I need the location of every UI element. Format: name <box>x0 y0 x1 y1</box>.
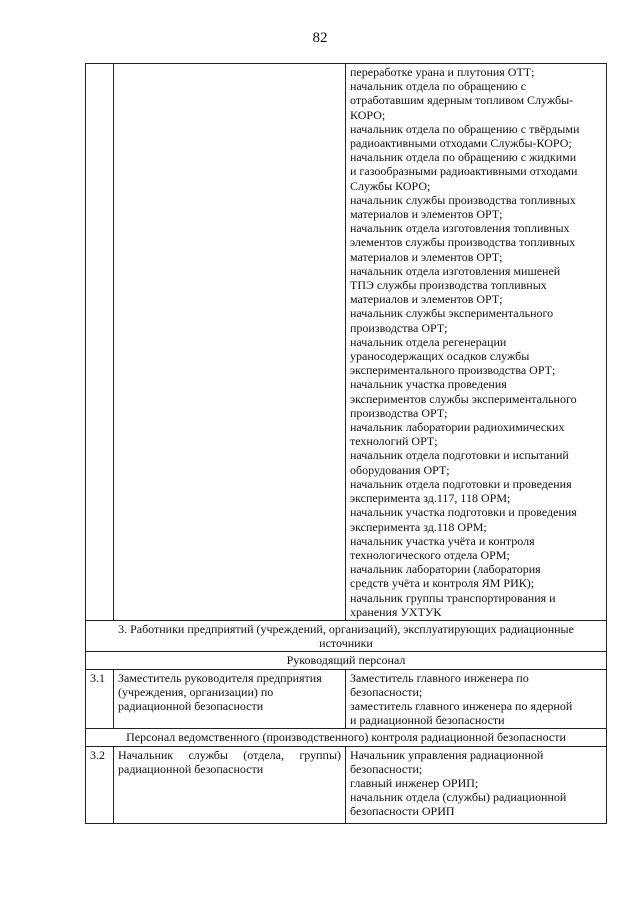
staff-line: начальник участка проведения <box>350 377 507 392</box>
staff-line: начальник участка подготовки и проведения <box>350 505 577 520</box>
position-line: радиационной безопасности <box>118 761 264 776</box>
table-row <box>86 669 607 729</box>
staff-line: эксперимента зд.118 ОРМ; <box>350 519 487 534</box>
staff-line: эксперимента зд.117, 118 ОРМ; <box>350 491 511 506</box>
table-row-continuation <box>86 64 607 621</box>
staff-line: безопасности ОРИП <box>350 804 455 819</box>
position-cell <box>114 746 346 823</box>
staff-line: начальник участка учёта и контроля <box>350 533 535 548</box>
staff-line: начальник отдела изготовления топливных <box>350 221 570 236</box>
staff-line: материалов и элементов ОРТ; <box>350 292 503 307</box>
staff-line: начальник службы экспериментального <box>350 306 554 321</box>
staff-line: радиоактивными отходами Службы-КОРО; <box>350 136 572 151</box>
position-line: Заместитель руководителя предприятия <box>118 670 322 685</box>
staff-line: Начальник управления радиационной <box>350 747 544 762</box>
staff-line: заместитель главного инженера по ядерной <box>350 698 573 713</box>
page-number: 82 <box>312 30 328 46</box>
staff-line: отработавшим ядерным топливом Службы- <box>350 93 574 108</box>
staff-line: начальник отдела по обращению с жидкими <box>350 150 577 165</box>
staff-line: переработке урана и плутония ОТТ; <box>350 65 535 79</box>
staff-line: производства ОРТ; <box>350 320 448 335</box>
staff-line: ТПЭ службы производства топливных <box>350 278 547 293</box>
staff-line: и газообразными радиоактивными отходами <box>350 164 578 179</box>
row-number-cell: 3.1 <box>86 669 114 729</box>
position-line: Начальник службы (отдела, группы) <box>118 747 341 762</box>
staff-line: безопасности; <box>350 761 423 776</box>
staff-line: и радиационной безопасности <box>350 713 505 728</box>
staff-line: производства ОРТ; <box>350 405 448 420</box>
section-heading-line: источники <box>319 636 373 651</box>
section-heading-line: 3. Работники предприятий (учреждений, организаций), эксплуатирующих радиационные <box>118 621 574 636</box>
staff-line: материалов и элементов ОРТ; <box>350 207 503 222</box>
staff-line: начальник отдела (службы) радиационной <box>350 790 567 805</box>
position-line: радиационной безопасности <box>118 698 264 713</box>
section-heading <box>86 620 607 651</box>
staff-line: хранения УХТУК <box>350 604 442 619</box>
staff-line: средств учёта и контроля ЯМ РИК); <box>350 576 535 591</box>
subheading-control: Персонал ведомственного (производственного) контроля радиационной безопасности <box>86 729 607 746</box>
table-row <box>86 746 607 823</box>
staff-list-cell <box>346 669 607 729</box>
staff-line: Заместитель главного инженера по <box>350 670 529 685</box>
position-cell <box>114 64 346 621</box>
staff-line: начальник службы производства топливных <box>350 192 576 207</box>
staff-line: начальник отдела регенерации <box>350 334 507 349</box>
staff-line: технологического отдела ОРМ; <box>350 547 510 562</box>
staff-line: главный инженер ОРИП; <box>350 775 479 790</box>
staff-line: начальник лаборатории радиохимических <box>350 420 565 435</box>
position-cell <box>114 669 346 729</box>
position-line: (учреждения, организации) по <box>118 684 274 699</box>
staff-line: Службы КОРО; <box>350 178 431 193</box>
staff-line: экспериментов службы экспериментального <box>350 391 577 406</box>
row-number-cell: 3.2 <box>86 746 114 823</box>
staff-line: начальник отдела подготовки и проведения <box>350 476 572 491</box>
row-number-cell <box>86 64 114 621</box>
staff-line: КОРО; <box>350 107 386 122</box>
subheading-row <box>86 729 607 746</box>
staff-line: материалов и элементов ОРТ; <box>350 249 503 264</box>
staff-line: начальник отдела по обращению с <box>350 79 527 94</box>
staff-line: начальник отдела подготовки и испытаний <box>350 448 569 463</box>
subheading-row <box>86 652 607 669</box>
staff-line: оборудования ОРТ; <box>350 462 450 477</box>
staff-line: технологий ОРТ; <box>350 434 438 449</box>
staff-line: начальник лаборатории (лаборатория <box>350 562 541 577</box>
staff-line: экспериментального производства ОРТ; <box>350 363 556 378</box>
staff-line: начальник отдела по обращению с твёрдыми <box>350 121 580 136</box>
staff-line: элементов службы производства топливных <box>350 235 576 250</box>
staff-list-cell <box>346 746 607 823</box>
subheading-management: Руководящий персонал <box>86 652 607 669</box>
staff-line: начальник отдела изготовления мишеней <box>350 263 561 278</box>
staff-line: начальник группы транспортирования и <box>350 590 556 605</box>
section-heading-row <box>86 620 607 651</box>
staff-line: ураносодержащих осадков службы <box>350 349 530 364</box>
staff-line: безопасности; <box>350 684 423 699</box>
positions-table <box>85 63 607 824</box>
staff-list-cell <box>346 64 607 621</box>
